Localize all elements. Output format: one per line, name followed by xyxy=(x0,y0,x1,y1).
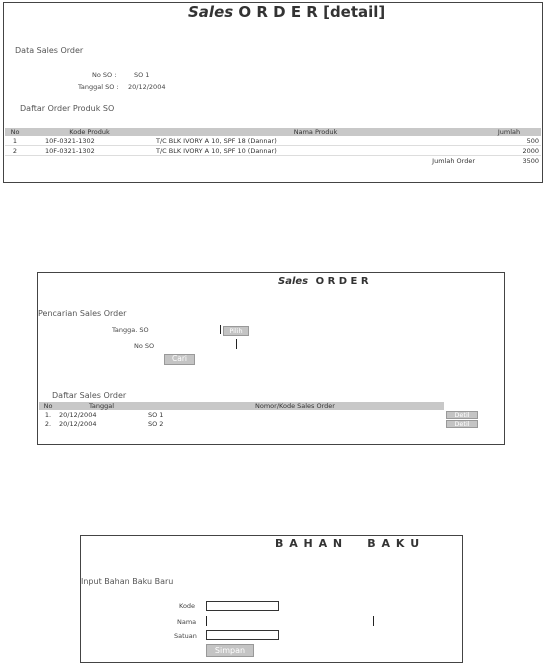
col-tanggal: Tanggal xyxy=(57,402,146,410)
no-so-label: No SO : xyxy=(92,71,117,79)
no-so-search-input[interactable] xyxy=(236,339,237,349)
table-header-row xyxy=(5,128,541,136)
nama-label: Nama xyxy=(177,618,197,626)
search-title: Sales O R D E R xyxy=(278,276,369,287)
row-no: 2. xyxy=(44,419,52,428)
row-jumlah: 500 xyxy=(526,136,539,145)
detail-title: Sales O R D E R [detail] xyxy=(188,3,386,21)
daftar-sales-order-heading: Daftar Sales Order xyxy=(52,391,127,400)
table-row xyxy=(39,410,484,419)
col-kode-produk: Kode Produk xyxy=(25,128,154,136)
kode-input[interactable] xyxy=(206,601,279,611)
jumlah-order-value: 3500 xyxy=(522,156,539,165)
jumlah-order-label: Jumlah Order xyxy=(432,156,475,165)
row-kode: 10F-0321-1302 xyxy=(45,146,95,155)
col-nomor-kode: Nomor/Kode Sales Order xyxy=(146,402,444,410)
kode-label: Kode xyxy=(179,602,196,610)
sales-order-detail-panel xyxy=(3,2,543,183)
data-sales-order-heading: Data Sales Order xyxy=(15,46,84,55)
table-header-row xyxy=(39,402,484,410)
input-bahan-baku-heading: Input Bahan Baku Baru xyxy=(81,577,174,586)
nama-input[interactable] xyxy=(206,616,207,626)
tanggal-so-search-label: Tangga. SO xyxy=(112,326,149,334)
tanggal-so-input[interactable] xyxy=(220,325,221,334)
tanggal-so-value: 20/12/2004 xyxy=(128,83,166,91)
table-row xyxy=(39,419,484,428)
bahan-baku-title: B A H A N B A K U xyxy=(275,537,421,550)
col-no: No xyxy=(5,128,25,136)
row-jumlah: 2000 xyxy=(522,146,539,155)
satuan-label: Satuan xyxy=(174,632,197,640)
no-so-value: SO 1 xyxy=(134,71,150,79)
sales-order-table xyxy=(39,402,484,428)
row-kode: 10F-0321-1302 xyxy=(45,136,95,145)
row-no: 1 xyxy=(12,136,18,145)
sales-order-search-panel xyxy=(37,272,505,445)
pilih-button[interactable]: Pilih xyxy=(223,326,249,336)
row-nama: T/C BLK IVORY A 10, SPF 18 (Dannar) xyxy=(156,136,277,145)
col-no: No xyxy=(39,402,57,410)
nama-input-end xyxy=(373,616,374,626)
daftar-order-produk-heading: Daftar Order Produk SO xyxy=(20,104,115,113)
row-tanggal: 20/12/2004 xyxy=(59,410,97,419)
table-row xyxy=(5,146,541,156)
col-nama-produk: Nama Produk xyxy=(154,128,477,136)
no-so-search-label: No SO xyxy=(134,342,155,350)
detil-button[interactable]: Detil xyxy=(446,420,478,428)
col-jumlah: Jumlah xyxy=(477,128,541,136)
row-no: 2 xyxy=(12,146,18,155)
satuan-input[interactable] xyxy=(206,630,279,640)
row-tanggal: 20/12/2004 xyxy=(59,419,97,428)
row-no: 1. xyxy=(44,410,52,419)
tanggal-so-label: Tanggal SO : xyxy=(78,83,119,91)
detil-button[interactable]: Detil xyxy=(446,411,478,419)
bahan-baku-panel xyxy=(80,535,463,663)
table-row xyxy=(5,136,541,146)
simpan-button[interactable]: Simpan xyxy=(206,644,254,657)
row-nama: T/C BLK IVORY A 10, SPF 10 (Dannar) xyxy=(156,146,277,155)
col-action xyxy=(444,402,484,410)
pencarian-heading: Pencarian Sales Order xyxy=(38,309,127,318)
order-produk-table xyxy=(5,128,541,165)
row-kode: SO 2 xyxy=(148,419,164,428)
total-row xyxy=(5,156,541,166)
row-kode: SO 1 xyxy=(148,410,164,419)
cari-button[interactable]: Cari xyxy=(164,354,195,365)
